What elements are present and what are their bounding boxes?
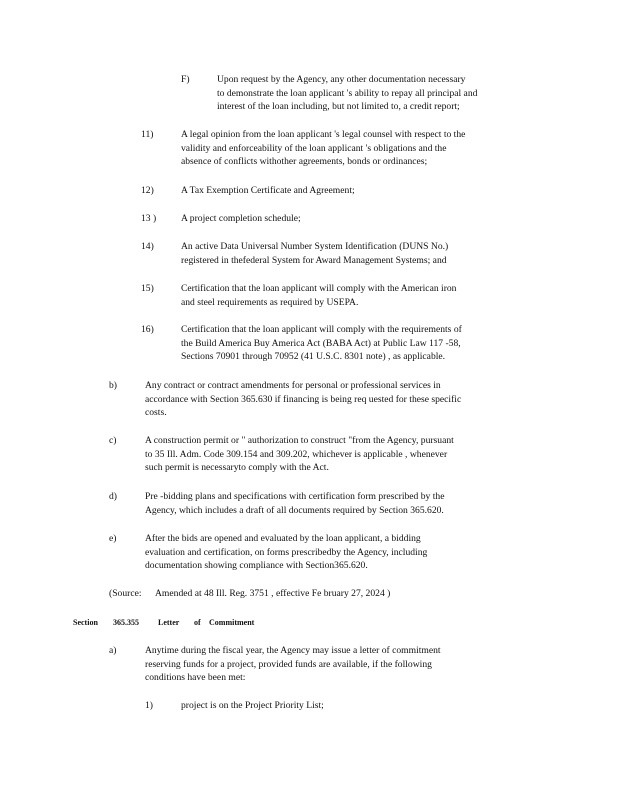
item-text xyxy=(145,644,537,685)
item-label: e) xyxy=(109,533,117,544)
item-text xyxy=(181,240,537,267)
item-label: 11) xyxy=(141,129,154,140)
text-line: project is on the Project Priority List; xyxy=(181,700,324,711)
text-line: Sections 70901 through 70952 (41 U.S.C. 8301 note) , as applicable. xyxy=(181,351,446,363)
section-title-word: Letter xyxy=(158,618,180,627)
item-label: 16) xyxy=(141,324,154,335)
text-line: absence of conflicts withother agreements, bonds or ordinances; xyxy=(181,156,428,168)
text-line: A Tax Exemption Certificate and Agreement; xyxy=(181,185,355,196)
item-text xyxy=(145,379,537,420)
item-text xyxy=(145,490,537,517)
text-line: An active Data Universal Number System Identification (DUNS No.) xyxy=(181,241,449,252)
item-text xyxy=(217,73,537,114)
text-line: registered in thefederal System for Award Management Systems; and xyxy=(181,254,447,266)
text-line: conditions have been met: xyxy=(145,672,246,684)
text-line: Pre -bidding plans and specifications with certification form prescribed by the xyxy=(145,491,445,502)
item-text xyxy=(181,699,537,713)
text-line: Agency, which includes a draft of all documents required by Section 365.620. xyxy=(145,504,444,516)
item-text xyxy=(181,323,537,364)
section-title-word: Commitment xyxy=(209,618,255,627)
source-note xyxy=(155,587,515,601)
text-line: evaluation and certification, on forms prescribedby the Agency, including xyxy=(145,546,428,558)
text-line: Amended at 48 Ill. Reg. 3751 , effective Fe bruary 27, 2024 ) xyxy=(155,588,391,599)
item-label: 12) xyxy=(141,185,154,196)
item-text xyxy=(181,282,537,309)
item-label: a) xyxy=(109,645,117,656)
text-line: the Build America Buy America Act (BABA Act) at Public Law 117 -58, xyxy=(181,337,461,349)
text-line: and steel requirements as required by USEPA. xyxy=(181,296,359,308)
item-label: 15) xyxy=(141,283,154,294)
item-label: d) xyxy=(109,491,117,502)
item-label: 1) xyxy=(145,700,153,711)
text-line: to 35 Ill. Adm. Code 309.154 and 309.202, whichever is applicable , whenever xyxy=(145,448,448,460)
section-title-word: of xyxy=(194,618,201,627)
text-line: A legal opinion from the loan applicant 's legal counsel with respect to the xyxy=(181,129,466,140)
text-line: Any contract or contract amendments for personal or professional services in xyxy=(145,380,441,391)
item-text xyxy=(145,434,537,475)
text-line: After the bids are opened and evaluated by the loan applicant, a bidding xyxy=(145,533,421,544)
text-line: Certification that the loan applicant will comply with the requirements of xyxy=(181,324,462,335)
text-line: A project completion schedule; xyxy=(181,213,301,224)
item-label: c) xyxy=(109,435,117,446)
text-line: Certification that the loan applicant will comply with the American iron xyxy=(181,283,457,294)
text-line: Anytime during the fiscal year, the Agency may issue a letter of commitment xyxy=(145,645,441,656)
item-label: 13 ) xyxy=(141,213,157,224)
text-line: to demonstrate the loan applicant 's ability to repay all principal and xyxy=(217,87,478,99)
item-label: F) xyxy=(181,74,190,85)
item-label: b) xyxy=(109,380,117,391)
item-text xyxy=(145,532,537,573)
text-line: reserving funds for a project, provided funds are available, if the following xyxy=(145,658,432,670)
item-text xyxy=(181,128,537,169)
text-line: interest of the loan including, but not limited to, a credit report; xyxy=(217,101,460,113)
text-line: such permit is necessaryto comply with the Act. xyxy=(145,462,329,474)
text-line: documentation showing compliance with Section365.620. xyxy=(145,560,368,572)
item-label: 14) xyxy=(141,241,154,252)
section-number: 365.355 xyxy=(113,618,139,627)
text-line: costs. xyxy=(145,407,167,419)
text-line: validity and enforceability of the loan applicant 's obligations and the xyxy=(181,142,447,154)
text-line: accordance with Section 365.630 if financing is being req uested for these specific xyxy=(145,393,462,405)
section-word: Section xyxy=(73,618,98,627)
source-label: (Source: xyxy=(109,588,142,599)
item-text xyxy=(181,212,537,226)
item-text xyxy=(181,184,537,198)
text-line: A construction permit or " authorization to construct "from the Agency, pursuant xyxy=(145,435,454,446)
text-line: Upon request by the Agency, any other documentation necessary xyxy=(217,74,466,85)
